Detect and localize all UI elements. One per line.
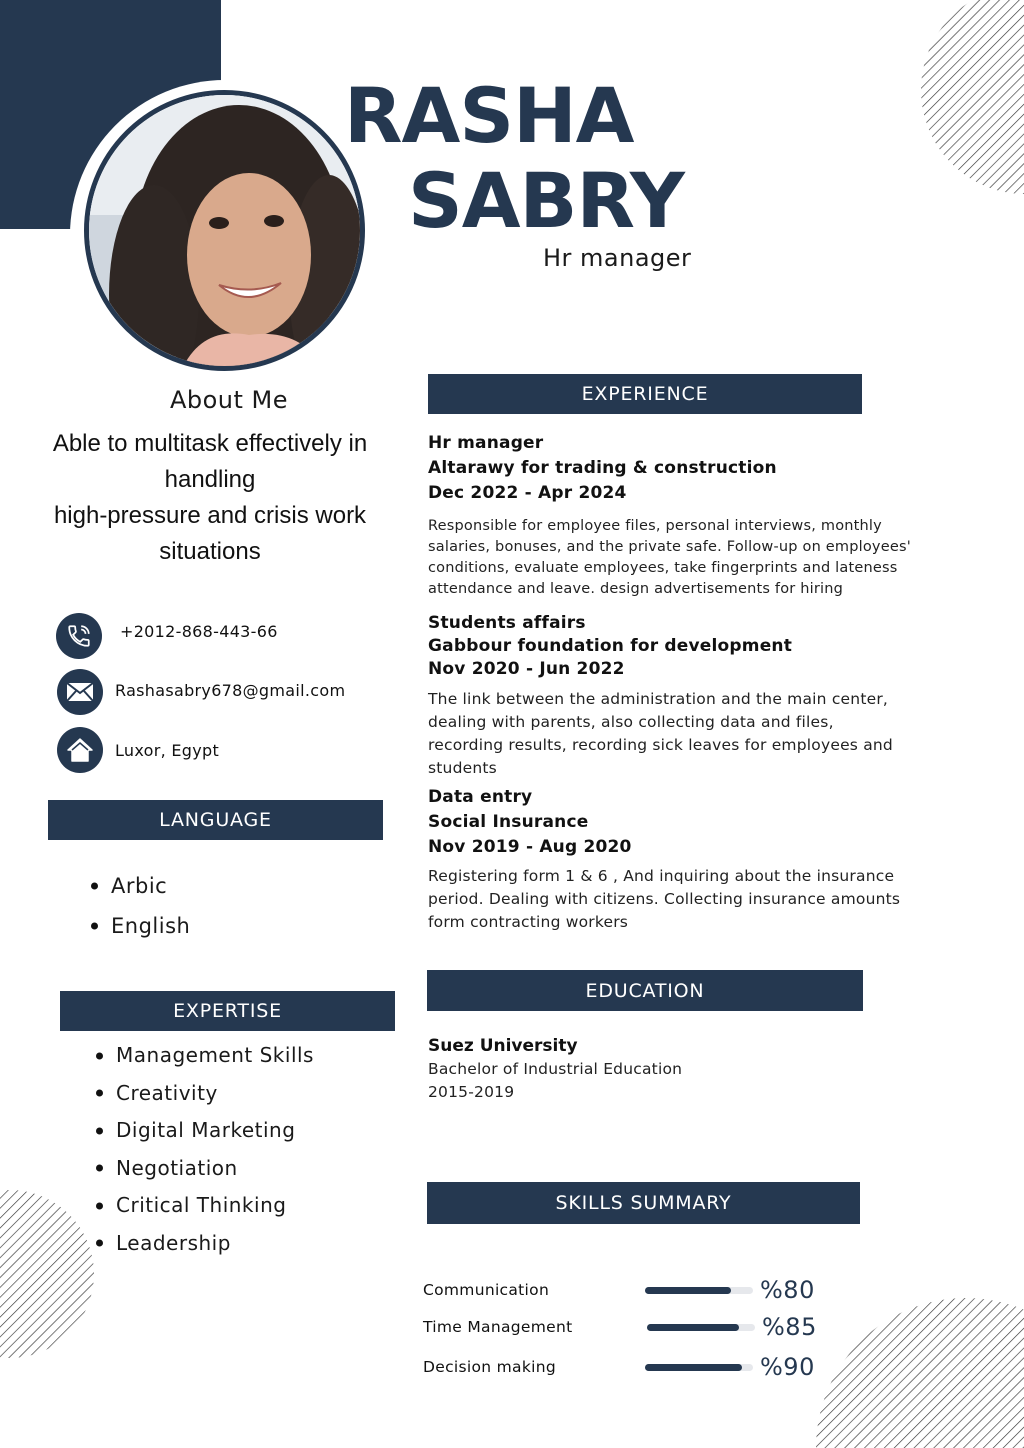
- skill-name: Communication: [423, 1281, 550, 1299]
- job-title: Hr manager: [543, 244, 692, 272]
- first-name: RASHA: [344, 71, 634, 160]
- job-description-line: attendance and leave. design advertisements for hiring: [428, 581, 844, 597]
- job-dates: Nov 2019 - Aug 2020: [428, 837, 632, 857]
- about-text: [30, 426, 390, 570]
- hatch-decoration-bottom-right: [816, 1298, 1024, 1448]
- list-item: Critical Thinking: [94, 1187, 314, 1225]
- list-item: Arbic: [89, 866, 190, 906]
- hatch-decoration-left: [0, 1188, 100, 1363]
- hatch-decoration-top-right: [900, 0, 1024, 200]
- education-entry: [428, 1034, 682, 1104]
- job-description-line: form contracting workers: [428, 913, 629, 931]
- job-description-line: students: [428, 759, 497, 777]
- job-dates: Dec 2022 - Apr 2024: [428, 483, 627, 503]
- job-description-line: Responsible for employee files, personal interviews, monthly: [428, 518, 882, 534]
- language-list: [89, 866, 190, 946]
- about-line: Able to multitask effectively in: [52, 430, 368, 457]
- job-description-line: dealing with parents, also collecting data and files,: [428, 713, 834, 731]
- job-position: Hr manager: [428, 433, 544, 453]
- job-entry: [428, 612, 928, 780]
- about-line: handling: [164, 466, 256, 493]
- job-company: Altarawy for trading & construction: [428, 458, 777, 478]
- about-line: situations: [159, 538, 261, 565]
- education-header: EDUCATION: [427, 970, 863, 1011]
- address-text: Luxor, Egypt: [115, 741, 220, 760]
- list-item: Leadership: [94, 1225, 314, 1263]
- education-school: Suez University: [428, 1036, 578, 1056]
- skill-percent: %85: [762, 1313, 817, 1341]
- job-description-line: conditions, evaluate employees, take fingerprints and lateness: [428, 560, 898, 576]
- skills-header: SKILLS SUMMARY: [427, 1182, 860, 1224]
- job-company: Social Insurance: [428, 812, 589, 832]
- about-line: high-pressure and crisis work: [53, 502, 367, 529]
- skill-bar: [645, 1287, 753, 1294]
- job-description-line: recording results, recording sick leaves for employees and: [428, 736, 893, 754]
- email-text[interactable]: Rashasabry678@gmail.com: [115, 681, 346, 700]
- job-position: Students affairs: [428, 613, 586, 633]
- portrait-illustration: [89, 95, 365, 371]
- profile-photo: [84, 90, 365, 371]
- skill-bar-fill: [647, 1324, 739, 1331]
- skill-name: Decision making: [423, 1358, 556, 1376]
- home-icon: [57, 727, 103, 773]
- job-entry: [428, 785, 928, 934]
- mail-icon: [57, 669, 103, 715]
- job-dates: Nov 2020 - Jun 2022: [428, 659, 625, 679]
- last-name: SABRY: [408, 156, 684, 245]
- job-entry: [428, 431, 928, 600]
- job-position: Data entry: [428, 787, 533, 807]
- skill-bar-fill: [645, 1364, 742, 1371]
- skill-percent: %90: [760, 1353, 815, 1381]
- list-item: English: [89, 906, 190, 946]
- list-item: Creativity: [94, 1075, 314, 1113]
- language-header: LANGUAGE: [48, 800, 383, 840]
- skill-bar: [647, 1324, 755, 1331]
- list-item: Negotiation: [94, 1150, 314, 1188]
- education-years: 2015-2019: [428, 1083, 515, 1101]
- job-description-line: Registering form 1 & 6 , And inquiring about the insurance: [428, 867, 895, 885]
- skill-percent: %80: [760, 1276, 815, 1304]
- education-degree: Bachelor of Industrial Education: [428, 1060, 683, 1078]
- phone-text[interactable]: +2012-868-443-66: [120, 622, 278, 641]
- job-description-line: salaries, bonuses, and the private safe. Follow-up on employees': [428, 539, 911, 555]
- list-item: Digital Marketing: [94, 1112, 314, 1150]
- experience-header: EXPERIENCE: [428, 374, 862, 414]
- expertise-list: [94, 1037, 314, 1262]
- skill-bar: [645, 1364, 753, 1371]
- job-description-line: The link between the administration and the main center,: [428, 690, 889, 708]
- skill-name: Time Management: [423, 1318, 573, 1336]
- phone-icon: [56, 613, 102, 659]
- job-company: Gabbour foundation for development: [428, 636, 793, 656]
- skill-bar-fill: [645, 1287, 731, 1294]
- expertise-header: EXPERTISE: [60, 991, 395, 1031]
- job-description-line: period. Dealing with citizens. Collecting insurance amounts: [428, 890, 901, 908]
- list-item: Management Skills: [94, 1037, 314, 1075]
- about-title: About Me: [169, 386, 289, 414]
